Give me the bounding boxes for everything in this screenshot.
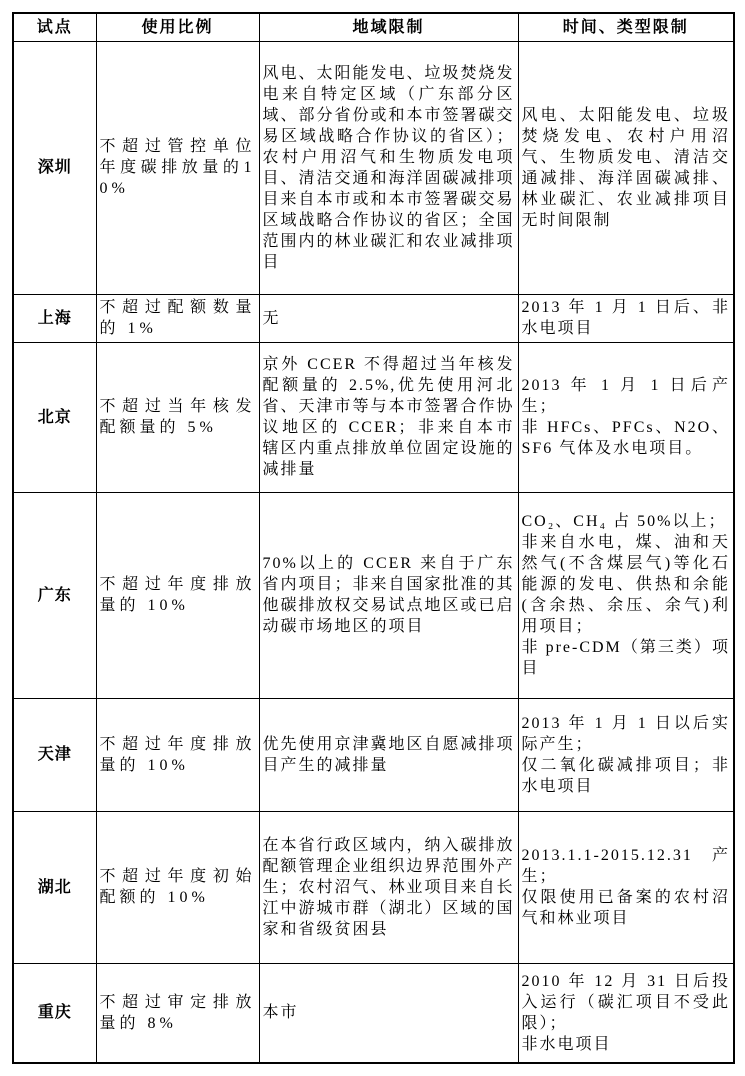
table-row-shenzhen <box>13 41 734 294</box>
pilot-name: 北京 <box>13 342 96 492</box>
time-type-restriction-cell: CO₂、CH₄ 占 50%以上； 非来自水电，煤、油和天然气(不含煤层气)等化石能源的发电、供热和余能(含余热、余压、余气)利用项目； 非 pre-CDM（第三类）项目 <box>518 492 734 698</box>
table-row-tianjin <box>13 698 734 811</box>
region-restriction-cell: 风电、太阳能发电、垃圾焚烧发电来自特定区域（广东部分区域、部分省份或和本市签署碳交易区域战略合作协议的省区）；农村户用沼气和生物质发电项目、清洁交通和海洋固碳减排项目来自本市或和本市签署碳交易区域战略合作协议的省区；全国范围内的林业碳汇和农业减排项目 <box>259 41 518 294</box>
table-row-shanghai <box>13 294 734 342</box>
table-row-beijing <box>13 342 734 492</box>
usage-ratio-cell: 不超过年度排放量的 10% <box>96 492 259 698</box>
region-restriction-cell: 本市 <box>259 963 518 1063</box>
region-restriction-cell: 无 <box>259 294 518 342</box>
time-type-restriction-cell: 风电、太阳能发电、垃圾焚烧发电、农村户用沼气、生物质发电、清洁交通减排、海洋固碳减排、林业碳汇、农业减排项目无时间限制 <box>518 41 734 294</box>
time-type-restriction-cell: 2013 年 1 月 1 日后产生； 非 HFCs、PFCs、N2O、SF6 气体及水电项目。 <box>518 342 734 492</box>
region-restriction-cell: 在本省行政区域内，纳入碳排放配额管理企业组织边界范围外产生；农村沼气、林业项目来自长江中游城市群（湖北）区域的国家和省级贫困县 <box>259 811 518 963</box>
pilot-name: 广东 <box>13 492 96 698</box>
column-header-region-restriction: 地域限制 <box>259 13 518 41</box>
region-restriction-cell: 优先使用京津冀地区自愿减排项目产生的减排量 <box>259 698 518 811</box>
column-header-time-type-restriction: 时间、类型限制 <box>518 13 734 41</box>
table-row-hubei <box>13 811 734 963</box>
pilot-name: 天津 <box>13 698 96 811</box>
usage-ratio-cell: 不超过审定排放量的 8% <box>96 963 259 1063</box>
time-type-restriction-cell: 2013.1.1-2015.12.31 产生； 仅限使用已备案的农村沼气和林业项目 <box>518 811 734 963</box>
column-header-pilot: 试点 <box>13 13 96 41</box>
table-row-chongqing <box>13 963 734 1063</box>
pilot-name: 湖北 <box>13 811 96 963</box>
usage-ratio-cell: 不超过配额数量的 1% <box>96 294 259 342</box>
table-header-row <box>13 13 734 41</box>
ccer-offset-restrictions-table <box>12 12 735 1064</box>
usage-ratio-cell: 不超过管控单位年度碳排放量的10% <box>96 41 259 294</box>
pilot-name: 上海 <box>13 294 96 342</box>
pilot-name: 深圳 <box>13 41 96 294</box>
time-type-restriction-cell: 2013 年 1 月 1 日后、非水电项目 <box>518 294 734 342</box>
column-header-usage-ratio: 使用比例 <box>96 13 259 41</box>
time-type-restriction-cell: 2010 年 12 月 31 日后投入运行（碳汇项目不受此限）； 非水电项目 <box>518 963 734 1063</box>
usage-ratio-cell: 不超过年度排放量的 10% <box>96 698 259 811</box>
region-restriction-cell: 京外 CCER 不得超过当年核发配额量的 2.5%,优先使用河北省、天津市等与本市签署合作协议地区的 CCER；非来自本市辖区内重点排放单位固定设施的减排量 <box>259 342 518 492</box>
usage-ratio-cell: 不超过年度初始配额的 10% <box>96 811 259 963</box>
table-row-guangdong <box>13 492 734 698</box>
usage-ratio-cell: 不超过当年核发配额量的 5% <box>96 342 259 492</box>
pilot-name: 重庆 <box>13 963 96 1063</box>
time-type-restriction-cell: 2013 年 1 月 1 日以后实际产生； 仅二氧化碳减排项目；非水电项目 <box>518 698 734 811</box>
region-restriction-cell: 70%以上的 CCER 来自于广东省内项目；非来自国家批准的其他碳排放权交易试点地区或已启动碳市场地区的项目 <box>259 492 518 698</box>
